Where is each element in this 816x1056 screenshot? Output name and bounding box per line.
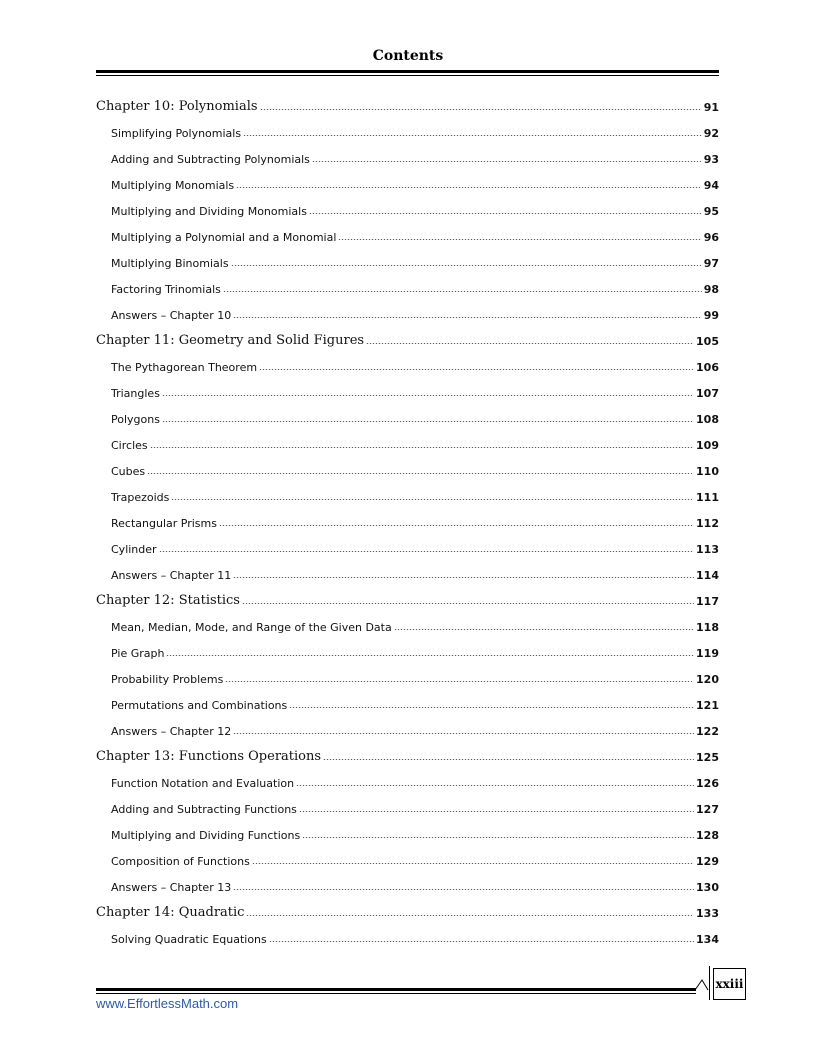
toc-section-entry[interactable] (96, 170, 719, 196)
toc-entry-label: Cylinder (111, 543, 157, 556)
footer-rule-thin (96, 993, 696, 994)
toc-entry-page: 105 (696, 335, 719, 348)
toc-entry-label: Circles (111, 439, 148, 452)
toc-dot-leader (233, 733, 694, 734)
toc-entry-page: 94 (703, 179, 719, 192)
toc-dot-leader (260, 109, 702, 110)
toc-dot-leader (296, 785, 694, 786)
toc-entry-label: Composition of Functions (111, 855, 250, 868)
toc-entry-page: 108 (696, 413, 719, 426)
toc-entry-page: 110 (696, 465, 719, 478)
toc-entry-page: 96 (703, 231, 719, 244)
toc-section-entry[interactable] (96, 118, 719, 144)
toc-entry-label: Permutations and Combinations (111, 699, 288, 712)
toc-entry-page: 134 (696, 933, 719, 946)
toc-entry-label: Chapter 14: Quadratic (96, 905, 245, 920)
toc-dot-leader (243, 135, 702, 136)
toc-dot-leader (231, 265, 702, 266)
toc-dot-leader (236, 187, 702, 188)
toc-dot-leader (171, 499, 694, 500)
toc-entry-label: Polygons (111, 413, 160, 426)
toc-entry-page: 91 (703, 101, 719, 114)
toc-section-entry[interactable] (96, 248, 719, 274)
toc-chapter-entry[interactable] (96, 586, 719, 612)
toc-entry-label: The Pythagorean Theorem (111, 361, 258, 374)
toc-section-entry[interactable] (96, 820, 719, 846)
toc-section-entry[interactable] (96, 222, 719, 248)
toc-entry-label: Mean, Median, Mode, and Range of the Given Data (111, 621, 392, 634)
toc-entry-label: Answers – Chapter 12 (111, 725, 232, 738)
toc-section-entry[interactable] (96, 144, 719, 170)
toc-entry-page: 133 (696, 907, 719, 920)
toc-entry-label: Chapter 10: Polynomials (96, 99, 258, 114)
toc-section-entry[interactable] (96, 768, 719, 794)
toc-entry-page: 130 (696, 881, 719, 894)
toc-section-entry[interactable] (96, 690, 719, 716)
toc-section-entry[interactable] (96, 456, 719, 482)
toc-chapter-entry[interactable] (96, 742, 719, 768)
toc-chapter-entry[interactable] (96, 326, 719, 352)
toc-dot-leader (219, 525, 694, 526)
toc-section-entry[interactable] (96, 846, 719, 872)
toc-section-entry[interactable] (96, 404, 719, 430)
toc-entry-label: Function Notation and Evaluation (111, 777, 295, 790)
toc-dot-leader (162, 421, 694, 422)
page-number-box-divider (709, 966, 710, 1000)
toc-entry-page: 97 (703, 257, 719, 270)
toc-dot-leader (302, 837, 694, 838)
toc-section-entry[interactable] (96, 794, 719, 820)
toc-section-entry[interactable] (96, 872, 719, 898)
toc-section-entry[interactable] (96, 378, 719, 404)
toc-dot-leader (166, 655, 694, 656)
toc-chapter-entry[interactable] (96, 92, 719, 118)
toc-dot-leader (309, 213, 702, 214)
toc-section-entry[interactable] (96, 924, 719, 950)
toc-dot-leader (323, 759, 694, 760)
toc-entry-label: Multiplying a Polynomial and a Monomial (111, 231, 337, 244)
toc-entry-label: Factoring Trinomials (111, 283, 221, 296)
toc-dot-leader (366, 343, 694, 344)
toc-dot-leader (242, 603, 694, 604)
toc-dot-leader (252, 863, 694, 864)
toc-entry-label: Solving Quadratic Equations (111, 933, 267, 946)
toc-entry-label: Answers – Chapter 11 (111, 569, 232, 582)
table-of-contents (96, 92, 719, 950)
toc-section-entry[interactable] (96, 638, 719, 664)
toc-section-entry[interactable] (96, 300, 719, 326)
toc-section-entry[interactable] (96, 664, 719, 690)
toc-dot-leader (147, 473, 694, 474)
toc-entry-page: 109 (696, 439, 719, 452)
toc-entry-label: Chapter 13: Functions Operations (96, 749, 322, 764)
toc-entry-page: 127 (696, 803, 719, 816)
toc-entry-label: Multiplying Binomials (111, 257, 229, 270)
toc-entry-page: 107 (696, 387, 719, 400)
toc-entry-label: Adding and Subtracting Functions (111, 803, 297, 816)
toc-entry-label: Probability Problems (111, 673, 224, 686)
toc-entry-page: 111 (696, 491, 719, 504)
toc-entry-page: 114 (696, 569, 719, 582)
toc-entry-page: 126 (696, 777, 719, 790)
footer-url[interactable]: www.EffortlessMath.com (96, 996, 239, 1011)
toc-entry-page: 120 (696, 673, 719, 686)
toc-entry-label: Answers – Chapter 13 (111, 881, 232, 894)
toc-entry-page: 122 (696, 725, 719, 738)
toc-dot-leader (233, 889, 694, 890)
toc-dot-leader (150, 447, 694, 448)
toc-entry-page: 117 (696, 595, 719, 608)
toc-entry-label: Multiplying Monomials (111, 179, 235, 192)
toc-entry-page: 121 (696, 699, 719, 712)
toc-entry-page: 113 (696, 543, 719, 556)
toc-entry-page: 106 (696, 361, 719, 374)
toc-entry-label: Answers – Chapter 10 (111, 309, 232, 322)
footer-rule-thick (96, 988, 696, 991)
toc-section-entry[interactable] (96, 716, 719, 742)
toc-entry-page: 93 (703, 153, 719, 166)
toc-entry-page: 95 (703, 205, 719, 218)
toc-section-entry[interactable] (96, 274, 719, 300)
toc-entry-label: Multiplying and Dividing Functions (111, 829, 301, 842)
toc-dot-leader (312, 161, 702, 162)
toc-entry-page: 112 (696, 517, 719, 530)
toc-dot-leader (269, 941, 694, 942)
toc-entry-page: 129 (696, 855, 719, 868)
toc-section-entry[interactable] (96, 534, 719, 560)
toc-dot-leader (233, 317, 701, 318)
toc-entry-label: Pie Graph (111, 647, 165, 660)
toc-entry-label: Triangles (111, 387, 160, 400)
toc-section-entry[interactable] (96, 560, 719, 586)
toc-section-entry[interactable] (96, 196, 719, 222)
toc-section-entry[interactable] (96, 430, 719, 456)
toc-entry-label: Adding and Subtracting Polynomials (111, 153, 310, 166)
toc-entry-page: 99 (703, 309, 719, 322)
toc-dot-leader (159, 551, 694, 552)
toc-dot-leader (223, 291, 702, 292)
header-rule-thick (96, 70, 719, 73)
toc-dot-leader (259, 369, 694, 370)
page-title: Contents (372, 48, 444, 64)
toc-entry-page: 98 (703, 283, 719, 296)
toc-entry-page: 128 (696, 829, 719, 842)
toc-dot-leader (225, 681, 694, 682)
toc-entry-page: 118 (696, 621, 719, 634)
toc-entry-page: 125 (696, 751, 719, 764)
toc-dot-leader (289, 707, 694, 708)
toc-entry-label: Trapezoids (111, 491, 170, 504)
toc-dot-leader (246, 915, 694, 916)
toc-dot-leader (338, 239, 701, 240)
toc-entry-label: Chapter 12: Statistics (96, 593, 240, 608)
toc-entry-label: Rectangular Prisms (111, 517, 217, 530)
toc-entry-page: 119 (696, 647, 719, 660)
page-number: xxiii (713, 968, 746, 1000)
toc-dot-leader (394, 629, 694, 630)
toc-section-entry[interactable] (96, 612, 719, 638)
toc-dot-leader (233, 577, 694, 578)
toc-dot-leader (162, 395, 694, 396)
toc-section-entry[interactable] (96, 508, 719, 534)
toc-section-entry[interactable] (96, 352, 719, 378)
toc-entry-page: 92 (703, 127, 719, 140)
toc-entry-label: Simplifying Polynomials (111, 127, 242, 140)
toc-section-entry[interactable] (96, 482, 719, 508)
header-rule-thin (96, 75, 719, 76)
toc-chapter-entry[interactable] (96, 898, 719, 924)
toc-entry-label: Cubes (111, 465, 146, 478)
toc-entry-label: Multiplying and Dividing Monomials (111, 205, 307, 218)
toc-dot-leader (299, 811, 694, 812)
toc-entry-label: Chapter 11: Geometry and Solid Figures (96, 333, 365, 348)
